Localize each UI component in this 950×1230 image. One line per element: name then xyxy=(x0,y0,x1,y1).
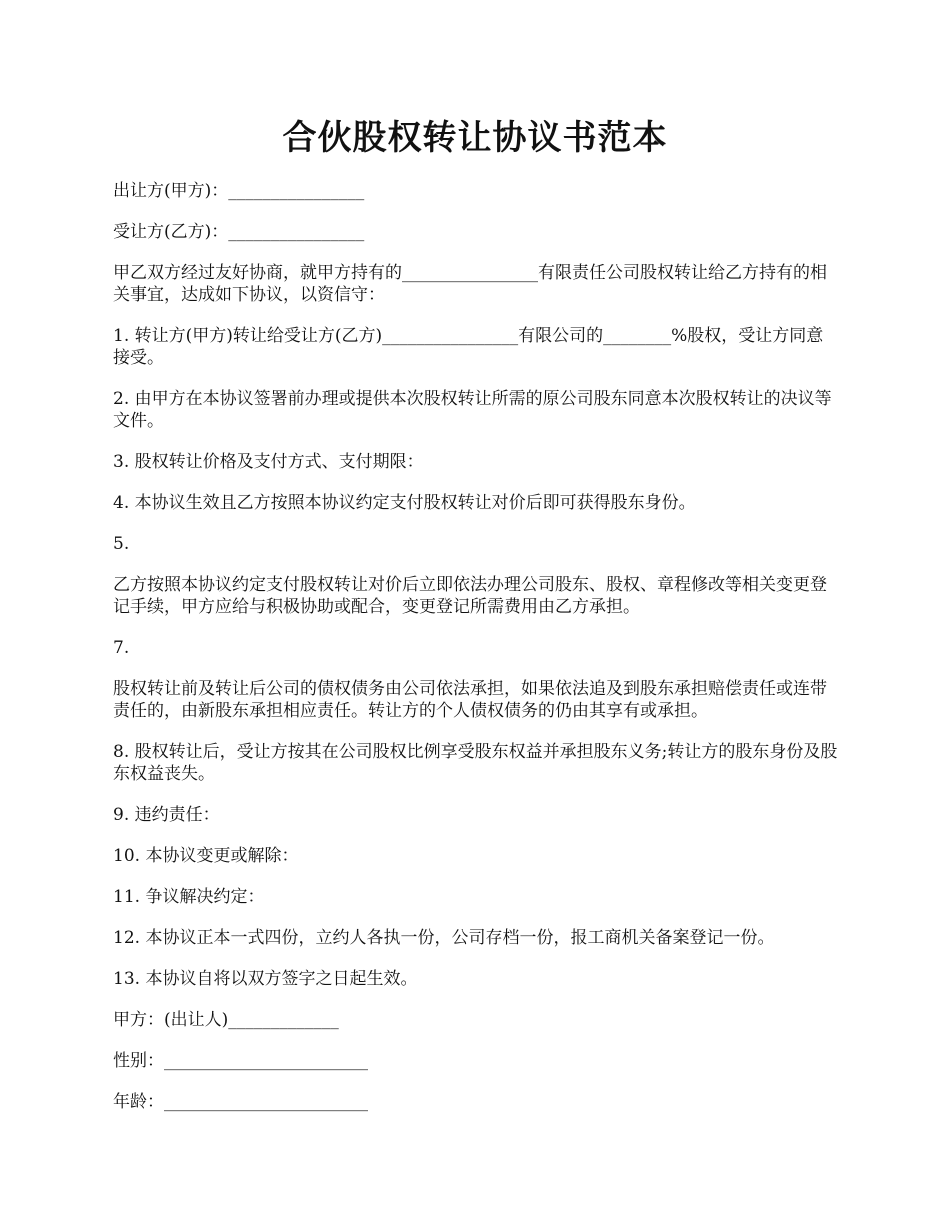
document-body xyxy=(113,180,840,1132)
preamble-paragraph: 甲乙双方经过友好协商，就甲方持有的________________有限责任公司股权转让给乙方持有的相关事宜，达成如下协议，以资信守： xyxy=(113,263,827,305)
clause-2: 2. 由甲方在本协议签署前办理或提供本次股权转让所需的原公司股东同意本次股权转让的决议等文件。 xyxy=(113,389,832,431)
clause-4: 4. 本协议生效且乙方按照本协议约定支付股权转让对价后即可获得股东身份。 xyxy=(113,493,696,513)
clause-8: 8. 股权转让后，受让方按其在公司股权比例享受股东权益并承担股东义务;转让方的股东身份及股东权益丧失。 xyxy=(113,742,838,784)
clause-12: 12. 本协议正本一式四份，立约人各执一份，公司存档一份，报工商机关备案登记一份。 xyxy=(113,928,775,948)
clause-5-text: 乙方按照本协议约定支付股权转让对价后立即依法办理公司股东、股权、章程修改等相关变更登记手续，甲方应给与积极协助或配合，变更登记所需费用由乙方承担。 xyxy=(113,575,827,617)
clause-11: 11. 争议解决约定： xyxy=(113,887,265,907)
clause-3: 3. 股权转让价格及支付方式、支付期限： xyxy=(113,452,424,472)
clause-1: 1. 转让方(甲方)转让给受让方(乙方)________________有限公司的________%股权，受让方同意接受。 xyxy=(113,326,824,368)
buyer-party-line: 受让方(乙方)：________________ xyxy=(113,222,365,242)
clause-13: 13. 本协议自将以双方签字之日起生效。 xyxy=(113,969,418,989)
clause-9: 9. 违约责任： xyxy=(113,805,220,825)
age-field: 年龄：________________________ xyxy=(113,1092,368,1112)
signature-party-a: 甲方：(出让人)_____________ xyxy=(113,1010,339,1030)
clause-10: 10. 本协议变更或解除： xyxy=(113,846,299,866)
gender-field: 性别：________________________ xyxy=(113,1051,368,1071)
clause-5-number: 5. xyxy=(113,534,130,554)
clause-7-number: 7. xyxy=(113,638,130,658)
clause-7-text: 股权转让前及转让后公司的债权债务由公司依法承担，如果依法追及到股东承担赔偿责任或连带责任的，由新股东承担相应责任。转让方的个人债权债务的仍由其享有或承担。 xyxy=(113,679,827,721)
document-title: 合伙股权转让协议书范本 xyxy=(282,118,668,158)
seller-party-line: 出让方(甲方)：________________ xyxy=(113,181,365,201)
